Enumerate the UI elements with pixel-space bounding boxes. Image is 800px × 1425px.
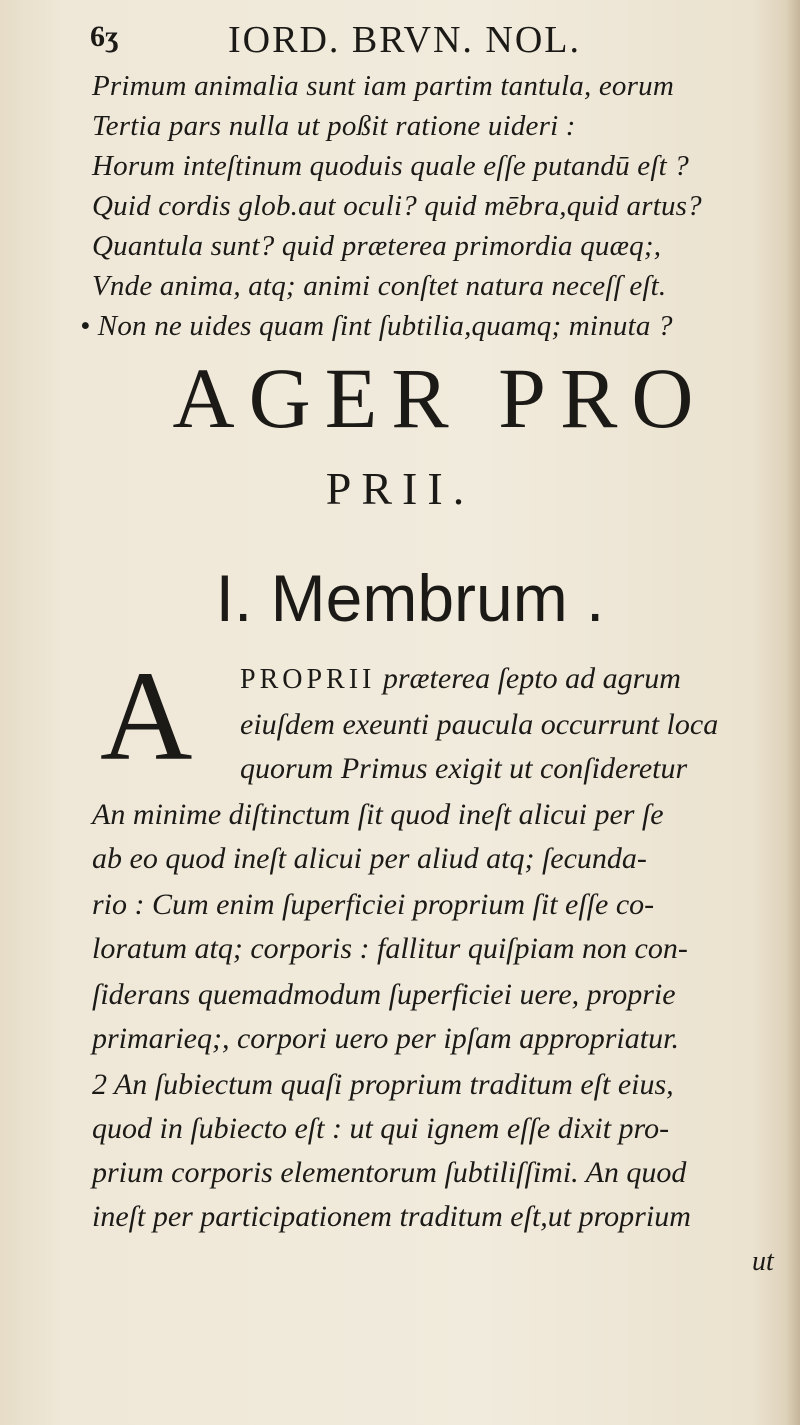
- paragraph-line: ſiderans quemadmodum ſuperficiei uere, proprie: [92, 978, 676, 1011]
- section-subtitle: PRII.: [325, 463, 475, 514]
- paragraph-line: 2 An ſubiectum quaſi proprium traditum eſt eius,: [92, 1068, 674, 1101]
- verse-line: Horum inteſtinum quoduis quale eſſe putandū eſt ?: [92, 150, 689, 182]
- paragraph-line-text: præterea ſepto ad agrum: [382, 662, 681, 695]
- running-head-title: IORD. BRVN. NOL.: [228, 19, 582, 61]
- paragraph-line: rio : Cum enim ſuperficiei proprium ſit eſſe co-: [92, 888, 655, 921]
- paragraph-line: quod in ſubiecto eſt : ut qui ignem eſſe dixit pro-: [92, 1112, 670, 1145]
- page-number: 6ʒ: [90, 20, 119, 53]
- paragraph-line: ineſt per participationem traditum eſt,ut proprium: [92, 1200, 691, 1233]
- verse-line: Vnde anima, atq; animi conſtet natura neceſſ eſt.: [92, 270, 667, 302]
- opening-small-caps: PROPRII: [240, 664, 376, 695]
- catchword: ut: [752, 1246, 774, 1277]
- verse-line: Primum animalia sunt iam partim tantula, eorum: [92, 70, 674, 102]
- paragraph-line: ab eo quod ineſt alicui per aliud atq; ſecunda-: [92, 842, 647, 875]
- membrum-heading: I. Membrum .: [215, 561, 605, 635]
- verse-line: Tertia pars nulla ut poßit ratione uideri :: [92, 110, 576, 142]
- verse-line: Quantula sunt? quid præterea primordia quæq;,: [92, 230, 662, 262]
- paragraph-line: An minime diſtinctum ſit quod ineſt alicui per ſe: [92, 798, 664, 831]
- section-title: AGER PRO: [172, 350, 708, 446]
- paragraph-line: eiuſdem exeunti paucula occurrunt loca: [240, 708, 719, 741]
- paragraph-line: primarieq;, corpori uero per ipſam appropriatur.: [92, 1022, 679, 1055]
- page-edge-shadow: [786, 0, 800, 1425]
- paragraph-line: prium corporis elementorum ſubtiliſſimi. An quod: [92, 1156, 687, 1189]
- verse-line: Quid cordis glob.aut oculi? quid mēbra,quid artus?: [92, 190, 702, 222]
- running-head: [90, 18, 790, 61]
- paragraph-line: [240, 662, 681, 696]
- drop-cap: A: [100, 645, 193, 787]
- paragraph-line: loratum atq; corporis : fallitur quiſpiam non con-: [92, 932, 688, 965]
- paragraph-line: quorum Primus exigit ut conſideretur: [240, 752, 688, 785]
- verse-line: • Non ne uides quam ſint ſubtilia,quamq; minuta ?: [80, 310, 673, 342]
